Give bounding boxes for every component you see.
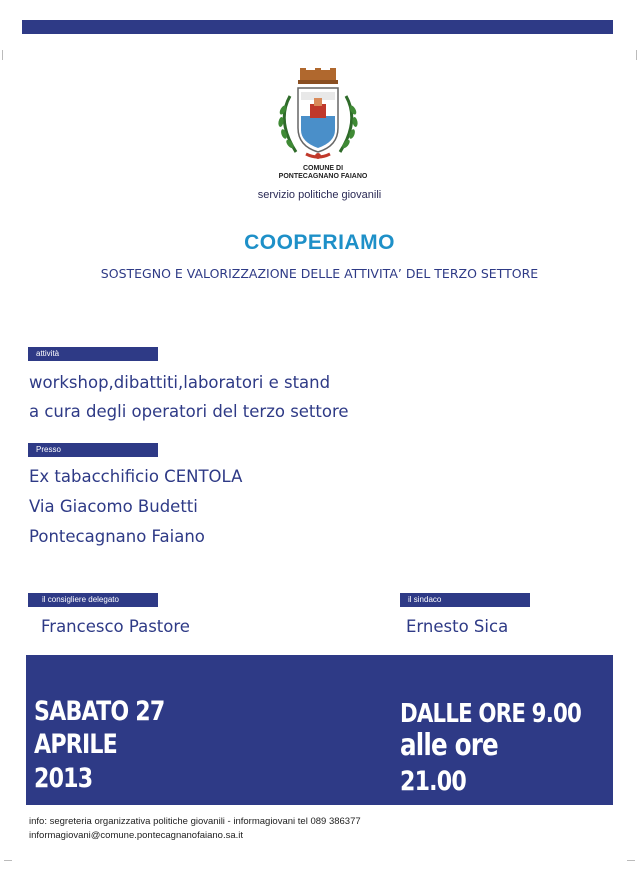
event-time-line-3: 21.00 <box>400 766 466 797</box>
footer-info-line-2: informagiovani@comune.pontecagnanofaiano.sa.it <box>29 830 244 841</box>
crop-mark-bottom-left <box>4 860 12 861</box>
crop-mark-top-right <box>636 50 637 60</box>
footer-info-line-1: info: segreteria organizzativa politiche giovanili - informagiovani tel 089 386377 <box>29 816 361 827</box>
attivita-line-1: workshop,dibattiti,laboratori e stand <box>29 373 331 392</box>
attivita-line-2: a cura degli operatori del terzo settore <box>29 402 349 421</box>
comune-name <box>268 165 378 181</box>
presso-line-3: Pontecagnano Faiano <box>29 527 205 546</box>
event-time-line-1: DALLE ORE 9.00 <box>400 699 582 729</box>
subtitle: SOSTEGNO E VALORIZZAZIONE DELLE ATTIVITA’ DEL TERZO SETTORE <box>100 266 539 281</box>
presso-line-2: Via Giacomo Budetti <box>29 497 198 516</box>
presso-tag: Presso <box>28 443 158 457</box>
comune-line-2: PONTECAGNANO FAIANO <box>278 173 368 180</box>
event-time-line-2: alle ore <box>400 728 498 763</box>
event-date-line-2: APRILE <box>34 729 117 760</box>
top-banner-bar <box>22 20 613 34</box>
municipal-crest-icon <box>268 66 368 166</box>
brand-title: COOPERIAMO <box>244 231 395 254</box>
sindaco-tag: il sindaco <box>400 593 530 607</box>
consigliere-tag: il consigliere delegato <box>28 593 158 607</box>
crop-mark-bottom-right <box>627 860 635 861</box>
consigliere-name: Francesco Pastore <box>41 617 190 636</box>
servizio-label: servizio politiche giovanili <box>257 189 382 201</box>
event-date-line-1: SABATO 27 <box>34 696 165 727</box>
presso-line-1: Ex tabacchificio CENTOLA <box>29 467 243 486</box>
sindaco-name: Ernesto Sica <box>406 617 509 636</box>
comune-line-1: COMUNE DI <box>302 165 344 172</box>
crop-mark-top-left <box>2 50 3 60</box>
event-date-line-3: 2013 <box>34 763 93 794</box>
attivita-tag: attività <box>28 347 158 361</box>
